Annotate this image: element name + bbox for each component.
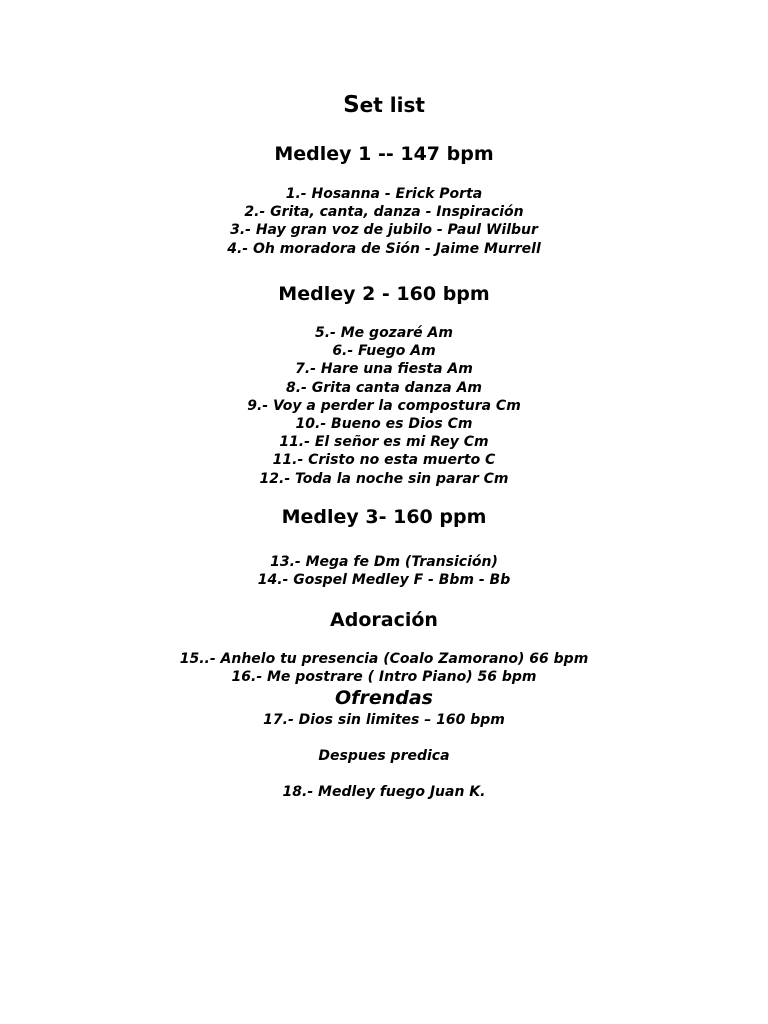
list-item: 14.- Gospel Medley F - Bbm - Bb	[257, 572, 511, 589]
list-item: 4.- Oh moradora de Sión - Jaime Murrell	[227, 240, 541, 257]
medley1-heading: Medley 1 -- 147 bpm	[274, 143, 494, 165]
ofrendas-song: 17.- Dios sin limites – 160 bpm	[263, 712, 505, 728]
ofrendas-heading: Ofrendas	[335, 687, 433, 709]
final-song: 18.- Medley fuego Juan K.	[282, 784, 486, 800]
list-item: 3.- Hay gran voz de jubilo - Paul Wilbur	[230, 222, 538, 239]
list-item: 7.- Hare una fiesta Am	[295, 361, 473, 378]
medley3-heading: Medley 3- 160 ppm	[281, 506, 487, 528]
list-item: 15..- Anhelo tu presencia (Coalo Zamorano) 66 bpm	[179, 651, 589, 667]
adoracion-heading: Adoración	[330, 609, 438, 631]
medley2-song-list	[0, 324, 768, 488]
list-item: 1.- Hosanna - Erick Porta	[285, 186, 483, 202]
list-item: 11.- El señor es mi Rey Cm	[279, 434, 489, 451]
list-item: 2.- Grita, canta, danza - Inspiración	[244, 204, 524, 221]
adoracion-song-list	[0, 650, 768, 686]
title-rest: et list	[359, 93, 425, 117]
list-item: 13.- Mega fe Dm (Transición)	[270, 554, 498, 570]
list-item: 10.- Bueno es Dios Cm	[295, 416, 473, 433]
medley1-song-list	[0, 185, 768, 258]
medley3-song-list	[0, 553, 768, 589]
list-item: 9.- Voy a perder la compostura Cm	[247, 397, 521, 414]
despues-note: Despues predica	[318, 748, 450, 764]
list-item: 8.- Grita canta danza Am	[285, 379, 482, 396]
title-initial: S	[343, 92, 360, 118]
page-title	[0, 92, 768, 118]
list-item: 5.- Me gozaré Am	[315, 325, 453, 341]
list-item: 12.- Toda la noche sin parar Cm	[259, 470, 509, 487]
list-item: 11.- Cristo no esta muerto C	[272, 452, 496, 469]
medley2-heading: Medley 2 - 160 bpm	[278, 283, 490, 305]
list-item: 16.- Me postrare ( Intro Piano) 56 bpm	[231, 669, 537, 686]
list-item: 6.- Fuego Am	[332, 343, 436, 360]
